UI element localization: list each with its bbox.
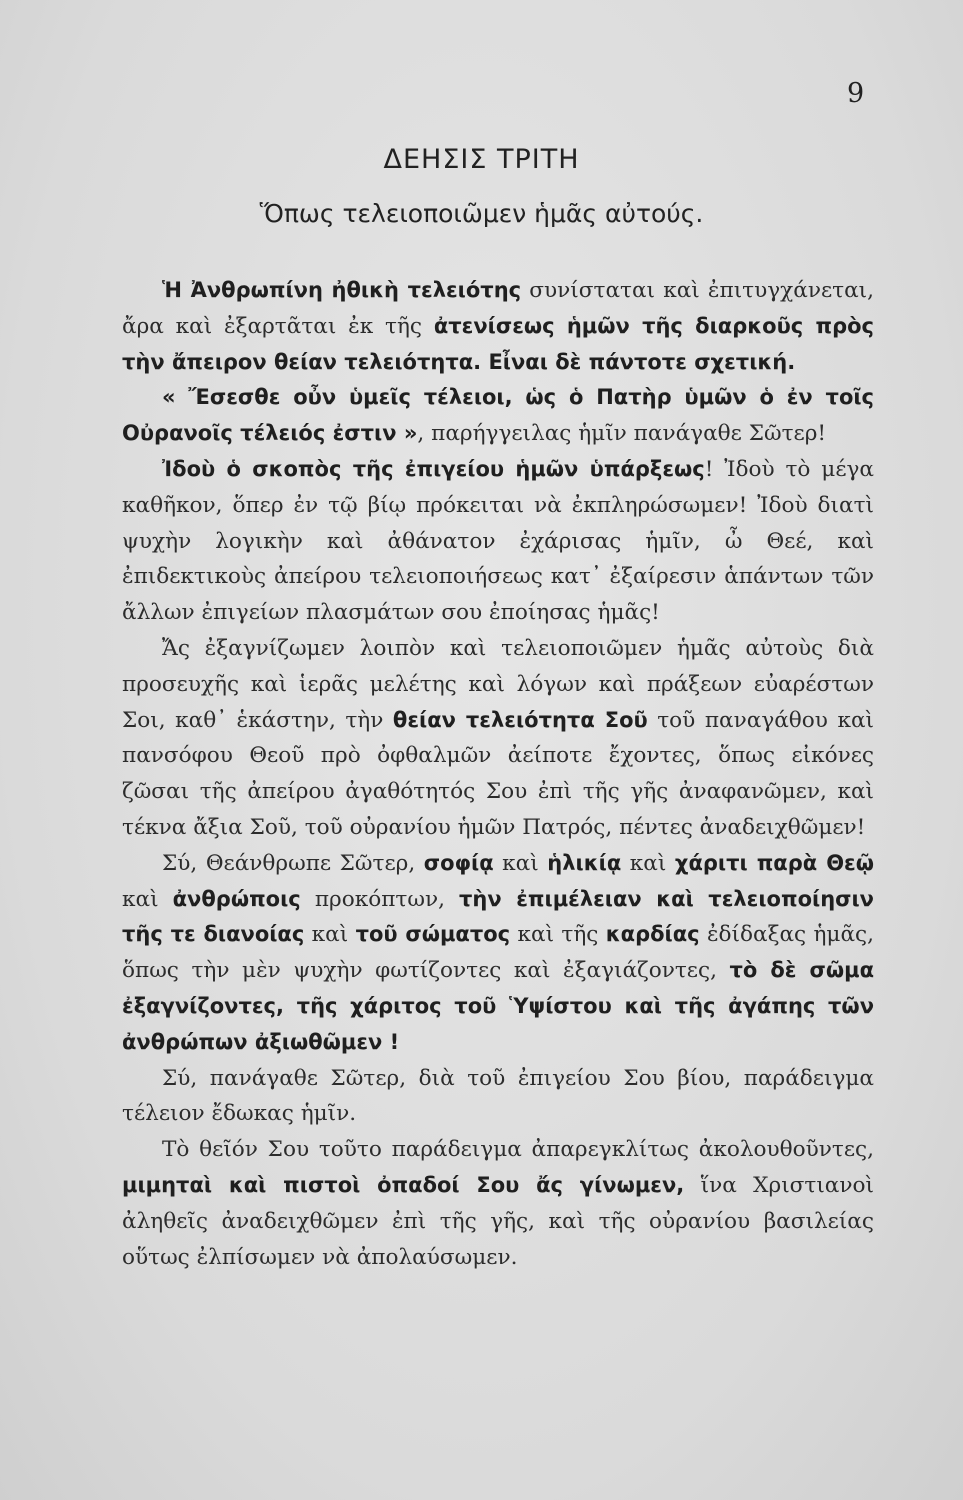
body-text [122,273,874,1275]
paragraph-7 [122,1132,874,1275]
bold-phrase: ἡλικίᾳ [547,850,622,875]
bold-phrase: θείαν τελειότητα Σοῦ [392,707,648,732]
paragraph-1 [122,273,874,380]
bold-phrase: Ἰδοὺ ὁ σκοπὸς τῆς ἐπιγείου ἡμῶν ὑπάρξεως [162,456,705,481]
text-run: ! Ἰδοὺ τὸ μέγα καθῆκον, ὅπερ ἐν τῷ βίῳ πρόκειται νὰ ἐκπληρώσωμεν! Ἰδοὺ διατὶ ψυχὴν λογικὴν καὶ ἀθάνατον ἐχάρισας ἡμῖν, ὦ Θεέ, καὶ ἐπιδεκτικοὺς ἀπείρου τελειοποιήσεως κατ᾿ ἐξαίρεσιν ἁπάντων τῶν ἄλλων ἐπιγείων πλασμάτων σου ἐποίησας ἡμᾶς! [122,456,875,626]
text-run: καὶ τῆς [510,922,606,948]
text-run: Ἄς ἐξαγνίζωμεν λοιπὸν καὶ τελειοποιῶμεν ἡμᾶς αὐτοὺς διὰ προσευχῆς καὶ ἱερᾶς μελέτης καὶ λόγων καὶ πράξεων εὐαρέστων Σοι, καθ᾿ ἑκάστην, τὴν [122,635,874,733]
bold-phrase: ἀνθρώποις [172,886,301,911]
text-run: ἵνα Χριστιανοὶ ἀληθεῖς ἀναδειχθῶμεν ἐπὶ τῆς γῆς, καὶ τῆς οὐρανίου βασιλείας οὕτως ἐλπίσωμεν νὰ ἀπολαύσωμεν. [122,1172,874,1270]
text-run: ἐδίδαξας ἡμᾶς, ὅπως τὴν μὲν ψυχὴν φωτίζοντες καὶ ἐξαγιάζοντες, [122,922,875,984]
text-run: προκόπτων, [300,886,460,912]
bold-phrase: « Ἔσεσθε οὖν ὑμεῖς τέλειοι, ὡς ὁ Πατὴρ ὑμῶν ὁ ἐν τοῖς Οὐρανοῖς τέλειός ἐστιν » [122,385,874,446]
bold-phrase: τοῦ σώματος [355,922,511,947]
text-run: , παρήγγειλας ἡμῖν πανάγαθε Σῶτερ! [417,421,827,447]
text-run: τοῦ παναγάθου καὶ πανσόφου Θεοῦ πρὸ ὀφθαλμῶν ἀείποτε ἔχοντες, ὅπως εἰκόνες ζῶσαι τῆς ἀπείρου ἀγαθότητός Σου ἐπὶ τῆς γῆς ἀναφανῶμεν, καὶ τέκνα ἄξια Σοῦ, τοῦ οὐρανίου ἡμῶν Πατρός, πέντες ἀναδειχθῶμεν! [122,707,875,840]
page-number: 9 [847,78,865,109]
chapter-title: ΔΕΗΣΙΣ ΤΡΙΤΗ [383,144,580,175]
paragraph-3 [122,452,874,631]
text-run: συνίσταται καὶ ἐπιτυγχάνεται, ἄρα καὶ ἐξαρτᾶται ἐκ τῆς [122,278,874,339]
text-run: Τὸ θεῖόν Σου τοῦτο παράδειγμα ἀπαρεγκλίτως ἀκολουθοῦντες, [162,1137,874,1163]
bold-phrase: ἀτενίσεως ἡμῶν τῆς διαρκοῦς πρὸς τὴν ἄπειρον θείαν τελειότητα. Εἶναι δὲ πάντοτε σχετική. [122,313,874,374]
text-run: καὶ [304,922,356,948]
chapter-subtitle: Ὅπως τελειοποιῶμεν ἡμᾶς αὐτούς. [259,199,704,228]
bold-phrase: σοφίᾳ [423,850,494,875]
bold-phrase: τὸ δὲ σῶμα ἐξαγνίζοντες, τῆς χάριτος τοῦ Ὑψίστου καὶ τῆς ἀγάπης τῶν ἀνθρώπων ἀξιωθῶμεν ! [122,958,874,1054]
bold-phrase: μιμηταὶ καὶ πιστοὶ ὀπαδοί Σου ἄς γίνωμεν, [122,1172,685,1197]
bold-phrase: καρδίας [605,922,700,947]
text-run: καὶ [621,850,675,876]
paragraph-4 [122,631,874,846]
text-run: Σύ, Θεάνθρωπε Σῶτερ, [162,850,424,876]
paragraph-6 [122,1061,874,1133]
text-run: καὶ [122,886,173,912]
paragraph-2 [122,380,874,452]
bold-phrase: τὴν ἐπιμέλειαν καὶ τελειοποίησιν τῆς τε διανοίας [122,886,874,947]
paragraph-5 [122,846,874,1061]
bold-phrase: χάριτι παρὰ Θεῷ [674,850,874,875]
text-run: καὶ [493,850,548,876]
bold-phrase: Ἡ Ἀνθρωπίνη ἠθικὴ τελειότης [162,278,522,302]
text-run: Σύ, πανάγαθε Σῶτερ, διὰ τοῦ ἐπιγείου Σου βίου, παράδειγμα τέλειον ἔδωκας ἡμῖν. [122,1065,874,1127]
